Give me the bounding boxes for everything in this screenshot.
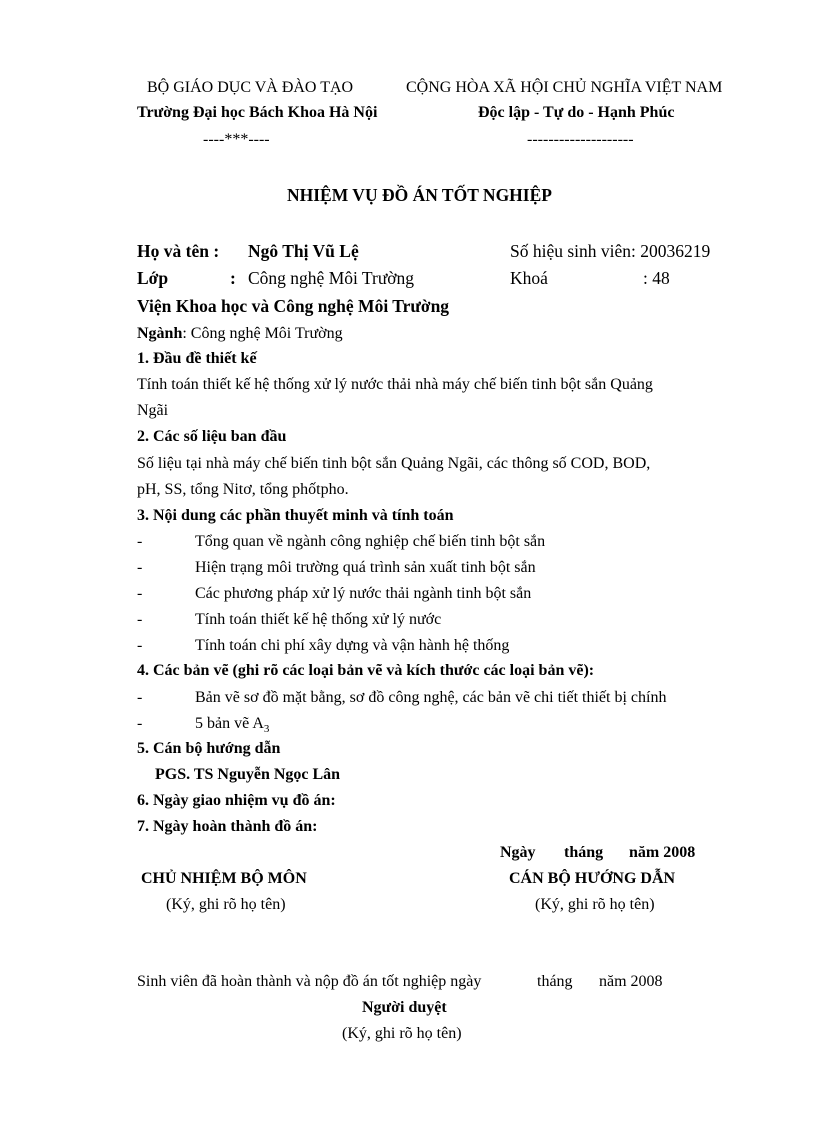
- major-line: [137, 325, 343, 343]
- submission-text: Sinh viên đã hoàn thành và nộp đồ án tốt nghiệp ngày: [137, 973, 482, 990]
- section1-line1: Tính toán thiết kế hệ thống xử lý nước thải nhà máy chế biến tinh bột sắn Quảng: [137, 376, 653, 393]
- approver-note: (Ký, ghi rõ họ tên): [342, 1025, 462, 1042]
- sign-date-year: năm 2008: [629, 844, 696, 861]
- approver-title: Người duyệt: [362, 999, 447, 1016]
- university-name: Trường Đại học Bách Khoa Hà Nội: [137, 104, 378, 121]
- bullet-dash: -: [137, 585, 143, 602]
- submission-year: năm 2008: [599, 973, 663, 990]
- section2-line1: Số liệu tại nhà máy chế biến tinh bột sắn Quảng Ngãi, các thông số COD, BOD,: [137, 455, 651, 472]
- sign-date-month: tháng: [564, 844, 604, 861]
- section3-item: Tính toán chi phí xây dựng và vận hành hệ thống: [195, 637, 510, 654]
- section2-line2: pH, SS, tổng Nitơ, tổng phốtpho.: [137, 481, 349, 498]
- bullet-dash: -: [137, 637, 143, 654]
- header-right-separator: --------------------: [527, 131, 634, 148]
- class-label: Lớp: [137, 268, 169, 288]
- section5-heading: 5. Cán bộ hướng dẫn: [137, 740, 281, 757]
- department-head-note: (Ký, ghi rõ họ tên): [166, 896, 286, 913]
- country-name: CỘNG HÒA XÃ HỘI CHỦ NGHĨA VIỆT NAM: [406, 79, 723, 96]
- drawing-count-text: 5 bản vẽ A: [195, 715, 264, 732]
- section3-heading: 3. Nội dung các phần thuyết minh và tính toán: [137, 507, 454, 524]
- section7-heading: 7. Ngày hoàn thành đồ án:: [137, 818, 318, 835]
- bullet-dash: -: [137, 533, 143, 550]
- section3-item: Các phương pháp xử lý nước thải ngành tinh bột sắn: [195, 585, 532, 602]
- submission-month: tháng: [537, 973, 573, 990]
- section2-heading: 2. Các số liệu ban đầu: [137, 428, 287, 445]
- course-value: : 48: [643, 268, 670, 288]
- section4-item-count: [195, 715, 269, 735]
- advisor-title: CÁN BỘ HƯỚNG DẪN: [509, 870, 676, 887]
- drawing-size-subscript: 3: [263, 723, 270, 736]
- section1-line2: Ngãi: [137, 402, 169, 419]
- bullet-dash: -: [137, 611, 143, 628]
- class-value: Công nghệ Môi Trường: [248, 268, 415, 288]
- section3-item: Tính toán thiết kế hệ thống xử lý nước: [195, 611, 442, 628]
- section1-heading: 1. Đầu đề thiết kế: [137, 350, 257, 367]
- bullet-dash: -: [137, 559, 143, 576]
- bullet-dash: -: [137, 689, 143, 706]
- course-label: Khoá: [510, 268, 548, 288]
- document-title: NHIỆM VỤ ĐỒ ÁN TỐT NGHIỆP: [287, 185, 552, 205]
- section4-heading: 4. Các bản vẽ (ghi rõ các loại bản vẽ và kích thước các loại bản vẽ):: [137, 662, 595, 679]
- section4-item-drawings: Bản vẽ sơ đồ mặt bằng, sơ đồ công nghệ, các bản vẽ chi tiết thiết bị chính: [195, 689, 667, 706]
- student-name: Ngô Thị Vũ Lệ: [248, 241, 359, 261]
- bullet-dash: -: [137, 715, 143, 732]
- student-id: Số hiệu sinh viên: 20036219: [510, 241, 711, 261]
- section3-item: Tổng quan về ngành công nghiệp chế biến tinh bột sắn: [195, 533, 546, 550]
- department-head-title: CHỦ NHIỆM BỘ MÔN: [141, 870, 307, 887]
- national-motto: Độc lập - Tự do - Hạnh Phúc: [478, 104, 675, 121]
- section6-heading: 6. Ngày giao nhiệm vụ đồ án:: [137, 792, 336, 809]
- header-left-separator: ----***----: [203, 131, 270, 148]
- institute-name: Viện Khoa học và Công nghệ Môi Trường: [137, 296, 450, 316]
- sign-date-day: Ngày: [500, 844, 536, 861]
- name-label: Họ và tên :: [137, 241, 220, 261]
- advisor-name: PGS. TS Nguyễn Ngọc Lân: [155, 766, 341, 783]
- major-label: Ngành: [137, 325, 183, 342]
- class-colon: :: [230, 268, 236, 288]
- advisor-sign-note: (Ký, ghi rõ họ tên): [535, 896, 655, 913]
- section3-item: Hiện trạng môi trường quá trình sản xuất tinh bột sắn: [195, 559, 536, 576]
- ministry-name: BỘ GIÁO DỤC VÀ ĐÀO TẠO: [147, 79, 354, 96]
- major-value: : Công nghệ Môi Trường: [182, 325, 343, 342]
